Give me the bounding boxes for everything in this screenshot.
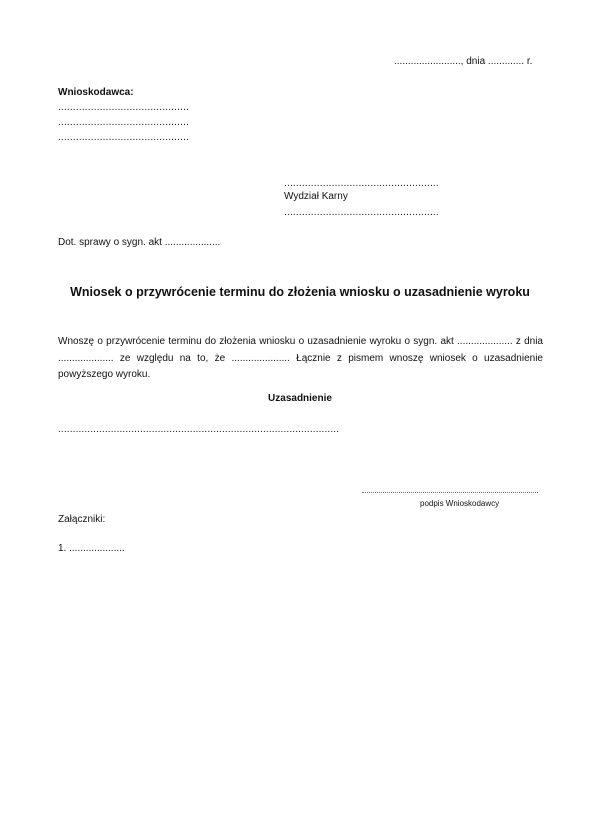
case-reference: Dot. sprawy o sygn. akt .................... xyxy=(58,237,221,248)
justification-heading: Uzasadnienie xyxy=(268,393,332,404)
justification-line: ................................................................................................ xyxy=(58,424,340,435)
attachment-item: 1. .................... xyxy=(58,543,125,554)
applicant-line: ............................................ xyxy=(58,102,190,113)
court-department: Wydział Karny xyxy=(284,191,348,202)
request-body-text: Wnoszę o przywrócenie terminu do złożenia wniosku o uzasadnienie wyroku o sygn. akt .................... z dnia .................... ze względu na to, że ..................... Łącznie z pismem wnoszę wniosek o uzasadnienie powyższego wyroku. xyxy=(58,336,543,380)
signature-caption: podpis Wnioskodawcy xyxy=(420,499,500,508)
applicant-line: ............................................ xyxy=(58,132,190,143)
court-name-line: .................................................... xyxy=(284,178,439,189)
place-and-date-line: ........................, dnia ............. r. xyxy=(394,56,533,67)
applicant-line: ............................................ xyxy=(58,117,190,128)
applicant-label: Wnioskodawca: xyxy=(58,87,134,98)
court-address-line: .................................................... xyxy=(284,207,439,218)
signature-line xyxy=(362,492,538,493)
attachments-label: Załączniki: xyxy=(58,514,106,525)
document-title: Wniosek o przywrócenie terminu do złożenia wniosku o uzasadnienie wyroku xyxy=(70,285,530,299)
